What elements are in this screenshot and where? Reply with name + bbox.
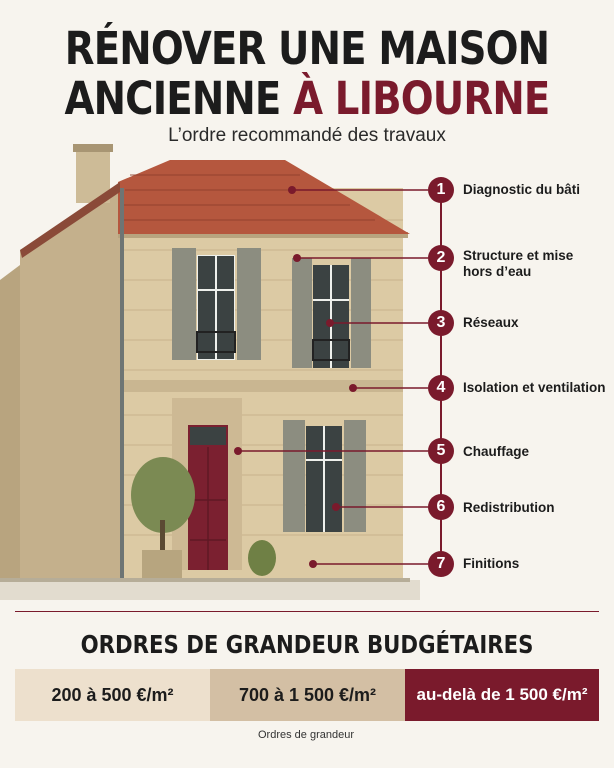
budget-caption: Ordres de grandeur xyxy=(258,729,354,741)
section-divider xyxy=(15,611,599,612)
title-accent: À LIBOURNE xyxy=(293,72,550,125)
budget-range-mid: 700 à 1 500 €/m² xyxy=(210,669,405,721)
page-title-line-1: RÉNOVER UNE MAISON xyxy=(64,22,550,75)
step-label: Redistribution xyxy=(463,500,555,515)
step-number: 5 xyxy=(428,438,454,464)
step-number: 3 xyxy=(428,310,454,336)
step-label: Structure et mise hors d’eau xyxy=(463,248,574,279)
step-label: Chauffage xyxy=(463,444,530,459)
page-title-line-2 xyxy=(43,74,571,124)
step-number: 4 xyxy=(428,375,454,401)
step-number: 7 xyxy=(428,551,454,577)
page-subtitle: L’ordre recommandé des travaux xyxy=(168,125,446,146)
budget-scale xyxy=(15,669,599,721)
step-number: 1 xyxy=(428,177,454,203)
step-label: Finitions xyxy=(463,556,520,571)
step-number: 6 xyxy=(428,494,454,520)
budget-range-high: au-delà de 1 500 €/m² xyxy=(405,669,599,721)
step-number: 2 xyxy=(428,245,454,271)
budget-range-low: 200 à 500 €/m² xyxy=(15,669,210,721)
house-picture xyxy=(0,140,420,600)
step-label: Réseaux xyxy=(463,315,519,330)
house-illustration xyxy=(0,140,420,600)
title-part: ANCIENNE xyxy=(64,72,294,125)
step-label: Isolation et ventilation xyxy=(463,380,606,395)
step-label: Diagnostic du bâti xyxy=(463,182,581,197)
budget-title: ORDRES DE GRANDEUR BUDGÉTAIRES xyxy=(80,630,534,659)
